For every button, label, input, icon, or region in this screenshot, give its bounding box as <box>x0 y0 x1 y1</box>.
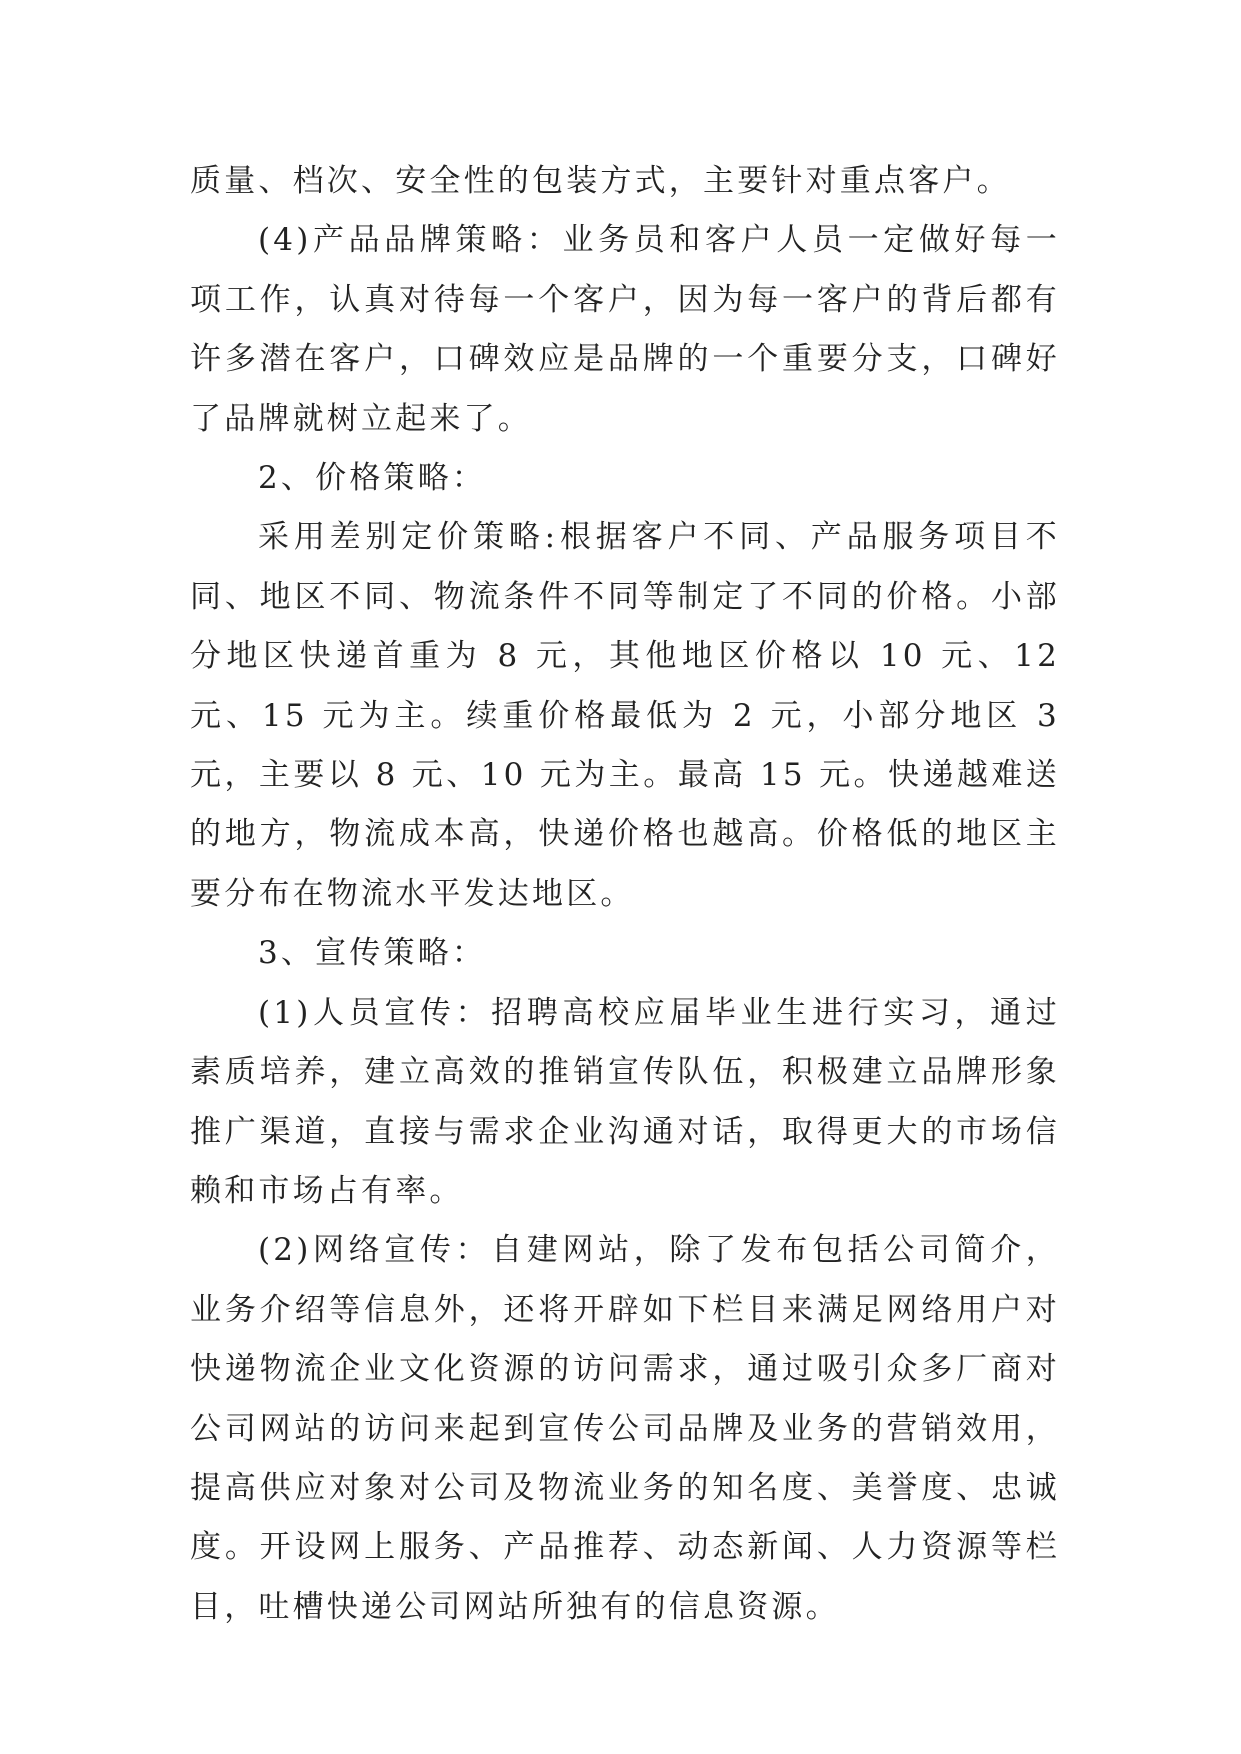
paragraph-web-promotion: (2)网络宣传：自建网站，除了发布包括公司简介，业务介绍等信息外，还将开辟如下栏目来满足网络用户对快递物流企业文化资源的访问需求，通过吸引众多厂商对公司网站的访问来起到宣传公司品牌及业务的营销效用，提高供应对象对公司及物流业务的知名度、美誉度、忠诚度。开设网上服务、产品推荐、动态新闻、人力资源等栏目，吐槽快递公司网站所独有的信息资源。 <box>190 1232 1060 1625</box>
heading-price-strategy: 2、价格策略： <box>258 460 487 497</box>
paragraph-packaging-continued: 质量、档次、安全性的包装方式，主要针对重点客户。 <box>190 163 1011 199</box>
heading-promotion-strategy: 3、宣传策略： <box>258 935 487 972</box>
document-body <box>190 152 1060 1637</box>
paragraph-brand-strategy: (4)产品品牌策略：业务员和客户人员一定做好每一项工作，认真对待每一个客户，因为每一客户的背后都有许多潜在客户，口碑效应是品牌的一个重要分支，口碑好了品牌就树立起来了。 <box>190 222 1060 437</box>
paragraph-staff-promotion: (1)人员宣传：招聘高校应届毕业生进行实习，通过素质培养，建立高效的推销宣传队伍，积极建立品牌形象推广渠道，直接与需求企业沟通对话，取得更大的市场信赖和市场占有率。 <box>190 994 1060 1209</box>
paragraph-differential-pricing: 采用差别定价策略:根据客户不同、产品服务项目不同、地区不同、物流条件不同等制定了不同的价格。小部分地区快递首重为 8 元，其他地区价格以 10 元、12 元、15 元为主。续重价格最低为 2 元，小部分地区 3 元，主要以 8 元、10 元为主。最高 15 元。快递越难送的地方，物流成本高，快递价格也越高。价格低的地区主要分布在物流水平发达地区。 <box>190 519 1060 912</box>
